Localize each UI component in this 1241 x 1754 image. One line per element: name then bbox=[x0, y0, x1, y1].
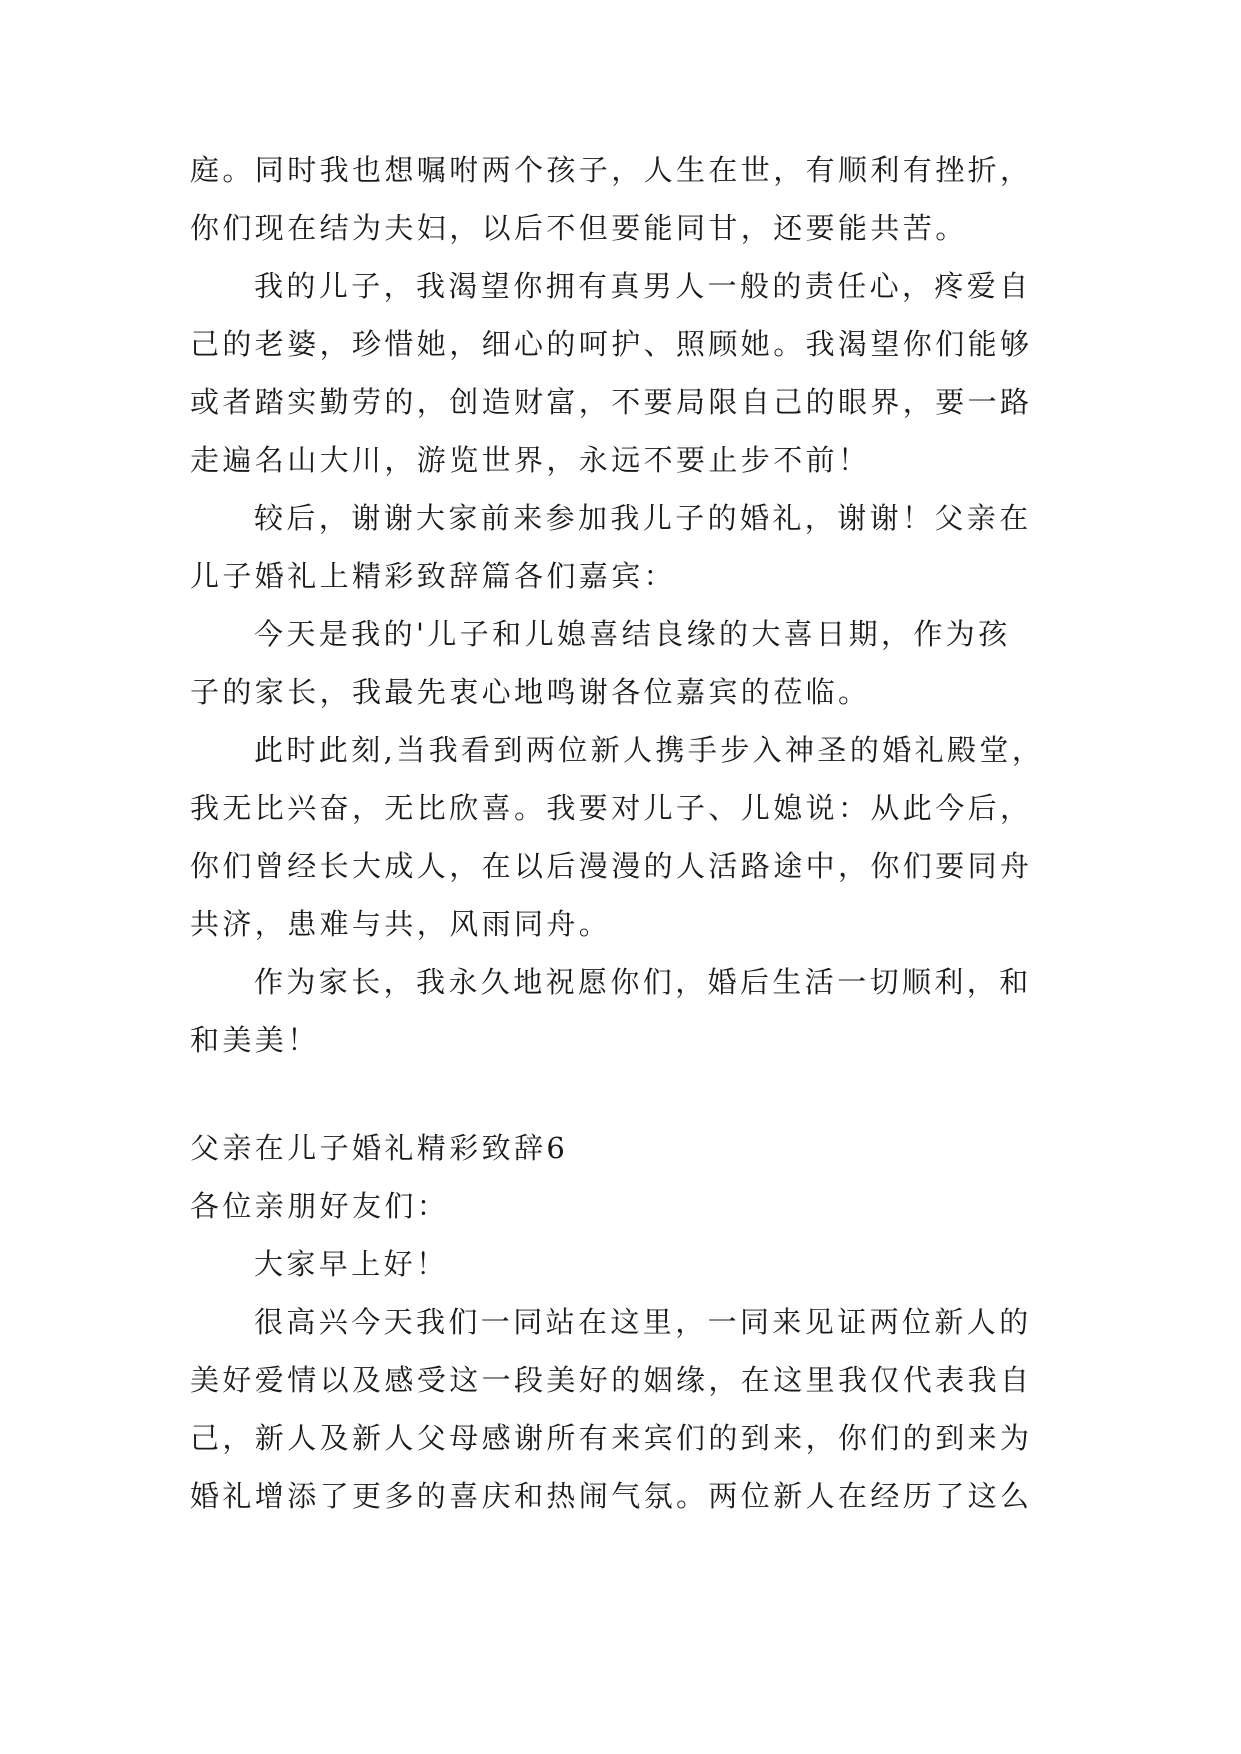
paragraph-first-line: 较后，谢谢大家前来参加我儿子的婚礼，谢谢！父亲在 bbox=[254, 501, 1032, 535]
section-heading: 父亲在儿子婚礼精彩致辞6 bbox=[190, 1131, 569, 1165]
paragraph-first-line: 此时此刻,当我看到两位新人携手步入神圣的婚礼殿堂， bbox=[254, 733, 1045, 767]
body-text-line: 儿子婚礼上精彩致辞篇各们嘉宾： bbox=[190, 559, 677, 593]
body-text-line: 美好爱情以及感受这一段美好的姻缘，在这里我仅代表我自 bbox=[190, 1363, 1033, 1397]
salutation: 各位亲朋好友们： bbox=[190, 1189, 450, 1223]
paragraph-first-line: 很高兴今天我们一同站在这里，一同来见证两位新人的 bbox=[254, 1305, 1032, 1339]
body-text-line: 子的家长，我最先衷心地鸣谢各位嘉宾的莅临。 bbox=[190, 675, 871, 709]
body-text-line: 婚礼增添了更多的喜庆和热闹气氛。两位新人在经历了这么 bbox=[190, 1479, 1033, 1513]
body-text-line: 庭。同时我也想嘱咐两个孩子，人生在世，有顺利有挫折， bbox=[190, 153, 1033, 187]
body-text-line: 共济，患难与共，风雨同舟。 bbox=[190, 907, 612, 941]
body-text-line: 你们曾经长大成人，在以后漫漫的人活路途中，你们要同舟 bbox=[190, 849, 1033, 883]
paragraph-first-line: 我的儿子，我渴望你拥有真男人一般的责任心，疼爱自 bbox=[254, 269, 1032, 303]
body-text-line: 我无比兴奋，无比欣喜。我要对儿子、儿媳说：从此今后， bbox=[190, 791, 1033, 825]
body-text-line: 己的老婆，珍惜她，细心的呵护、照顾她。我渴望你们能够 bbox=[190, 327, 1033, 361]
paragraph-first-line: 今天是我的'儿子和儿媳喜结良缘的大喜日期，作为孩 bbox=[254, 617, 1011, 651]
body-text-line: 走遍名山大川，游览世界，永远不要止步不前！ bbox=[190, 443, 871, 477]
body-text-line: 或者踏实勤劳的，创造财富，不要局限自己的眼界，要一路 bbox=[190, 385, 1033, 419]
paragraph-first-line: 作为家长，我永久地祝愿你们，婚后生活一切顺利，和 bbox=[254, 965, 1032, 999]
body-text-line: 你们现在结为夫妇，以后不但要能同甘，还要能共苦。 bbox=[190, 211, 968, 245]
greeting: 大家早上好！ bbox=[254, 1247, 449, 1281]
body-text-line: 己，新人及新人父母感谢所有来宾们的到来，你们的到来为 bbox=[190, 1421, 1033, 1455]
body-text-line: 和美美！ bbox=[190, 1023, 320, 1057]
